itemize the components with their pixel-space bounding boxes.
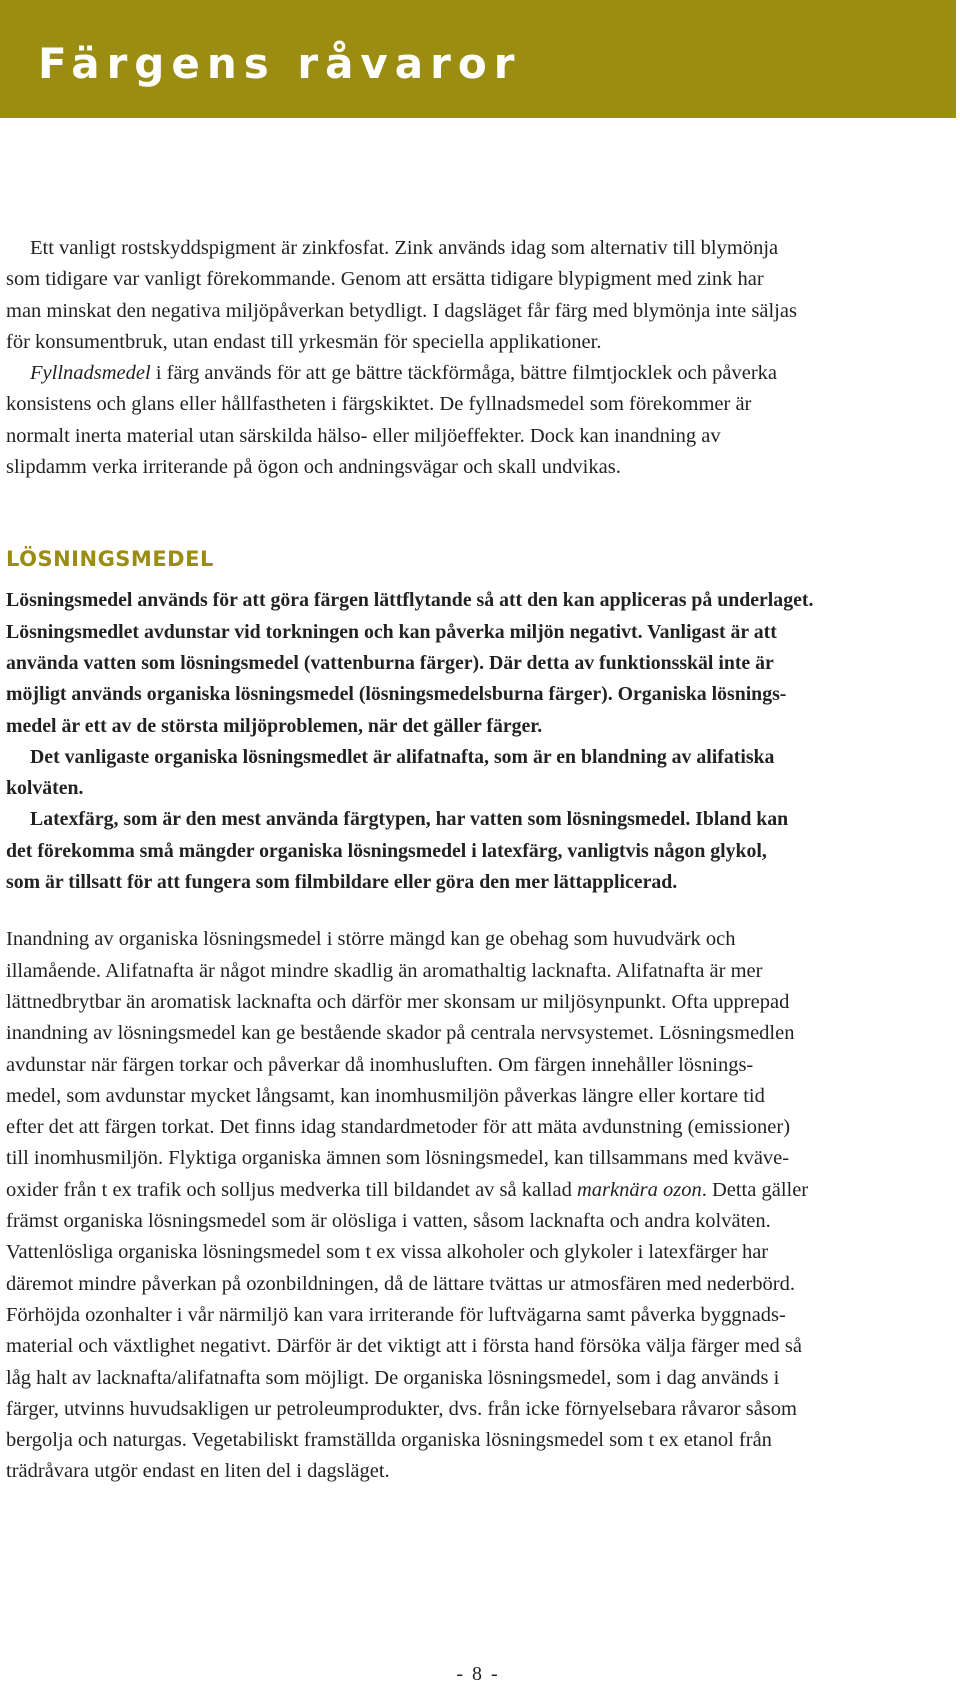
text-line: kolväten. xyxy=(6,777,84,800)
text-line: främst organiska lösningsmedel som är olösliga i vatten, såsom lacknafta och andra kolväten. xyxy=(6,1210,771,1233)
text-line: färger, utvinns huvudsakligen ur petroleumprodukter, dvs. från icke förnyelsebara råvaror såsom xyxy=(6,1397,797,1420)
text-line: lättnedbrytbar än aromatisk lacknafta och därför mer skonsam ur miljösynpunkt. Ofta upprepad xyxy=(6,990,790,1013)
ozone-line-before: oxider från t ex trafik och solljus medverka till bildandet av så kallad xyxy=(6,1178,577,1201)
text-line: som tidigare var vanligt förekommande. Genom att ersätta tidigare blypigment med zink har xyxy=(6,268,764,291)
text-line: material och växtlighet negativt. Därför är det viktigt att i första hand försöka välja färger med så xyxy=(6,1335,802,1358)
text-line: avdunstar när färgen torkar och påverkar då inomhusluften. Om färgen innehåller lösnings- xyxy=(6,1053,754,1076)
text-line: som är tillsatt för att fungera som filmbildare eller göra den mer lättapplicerad. xyxy=(6,871,678,894)
header-banner xyxy=(0,0,956,118)
intro-paragraph xyxy=(6,233,956,483)
health-paragraph xyxy=(6,924,956,1487)
text-line: till inomhusmiljön. Flyktiga organiska ämnen som lösningsmedel, kan tillsammans med kväve- xyxy=(6,1147,790,1170)
text-line: Inandning av organiska lösningsmedel i större mängd kan ge obehag som huvudvärk och xyxy=(6,928,736,951)
text-line: Latexfärg, som är den mest använda färgtypen, har vatten som lösningsmedel. Ibland kan xyxy=(30,808,789,831)
section-heading: LÖSNINGSMEDEL xyxy=(6,547,214,572)
text-line: normalt inerta material utan särskilda hälso- eller miljöeffekter. Dock kan inandning av xyxy=(6,424,721,447)
text-line: Ett vanligt rostskyddspigment är zinkfosfat. Zink används idag som alternativ till blymönja xyxy=(30,237,779,259)
text-line: det förekomma små mängder organiska lösningsmedel i latexfärg, vanligtvis någon glykol, xyxy=(6,839,767,862)
text-line: däremot mindre påverkan på ozonbildningen, då de lättare tvättas ur atmosfären med nederbörd. xyxy=(6,1272,795,1295)
text-line: Det vanligaste organiska lösningsmedlet är alifatnafta, som är en blandning av alifatiska xyxy=(30,745,775,768)
text-line: möjligt används organiska lösningsmedel (lösningsmedelsburna färger). Organiska lösnings- xyxy=(6,683,787,706)
text-line: använda vatten som lösningsmedel (vattenburna färger). Där detta av funktionsskäl inte är xyxy=(6,651,774,674)
filler-line xyxy=(6,358,956,389)
ozone-line xyxy=(6,1175,956,1206)
text-line: man minskat den negativa miljöpåverkan betydligt. I dagsläget får färg med blymönja inte säljas xyxy=(6,299,797,322)
text-line: Förhöjda ozonhalter i vår närmiljö kan vara irriterande för luftvägarna samt påverka byggnads- xyxy=(6,1303,786,1326)
filler-line-rest: i färg används för att ge bättre täckförmåga, bättre filmtjocklek och påverka xyxy=(150,362,778,385)
page-title: Färgens råvaror xyxy=(38,39,522,88)
text-line: slipdamm verka irriterande på ögon och andningsvägar och skall undvikas. xyxy=(6,456,621,479)
text-line: Lösningsmedel används för att göra färgen lättflytande så att den kan appliceras på underlaget. xyxy=(6,589,814,612)
ozone-line-after: . Detta gäller xyxy=(701,1178,809,1201)
text-line: illamående. Alifatnafta är något mindre skadlig än aromathaltig lacknafta. Alifatnafta är mer xyxy=(6,959,763,982)
solvent-bold-paragraphs xyxy=(6,585,956,898)
text-line: bergolja och naturgas. Vegetabiliskt framställda organiska lösningsmedel som t ex etanol från xyxy=(6,1429,772,1452)
text-line: inandning av lösningsmedel kan ge bestående skador på centrala nervsystemet. Lösningsmedlen xyxy=(6,1022,795,1045)
ozone-term: marknära ozon xyxy=(576,1178,702,1201)
text-line: låg halt av lacknafta/alifatnafta som möjligt. De organiska lösningsmedel, som i dag används i xyxy=(6,1366,780,1389)
text-line: Vattenlösliga organiska lösningsmedel som t ex vissa alkoholer och glykoler i latexfärger har xyxy=(6,1241,769,1264)
text-line: efter det att färgen torkat. Det finns idag standardmetoder för att mäta avdunstning (emissioner) xyxy=(6,1116,791,1139)
text-line: Lösningsmedlet avdunstar vid torkningen och kan påverka miljön negativt. Vanligast är att xyxy=(6,620,777,643)
text-line: medel, som avdunstar mycket långsamt, kan inomhusmiljön påverkas längre eller kortare tid xyxy=(6,1084,765,1107)
text-line: för konsumentbruk, utan endast till yrkesmän för speciella applikationer. xyxy=(6,330,602,353)
text-line: medel är ett av de största miljöproblemen, när det gäller färger. xyxy=(6,714,543,737)
page-number: - 8 - xyxy=(456,1663,500,1685)
text-line: trädråvara utgör endast en liten del i dagsläget. xyxy=(6,1460,390,1483)
filler-term: Fyllnadsmedel xyxy=(30,362,151,385)
text-line: konsistens och glans eller hållfastheten i färgskiktet. De fyllnadsmedel som förekommer är xyxy=(6,393,752,416)
document-body xyxy=(6,233,956,1488)
